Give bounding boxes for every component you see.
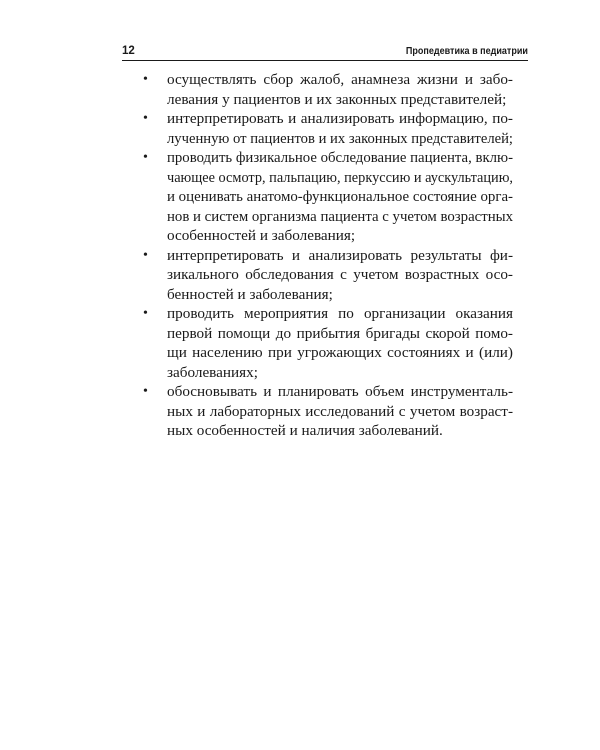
list-item-line: особенностей и заболевания; [167,227,356,244]
list-item-line: ных и лабораторных исследований с учетом возраст- [167,402,513,420]
list-item [142,304,513,382]
list-item [142,70,513,109]
list-item-line: нов и систем организма пациента с учетом возрастных [167,207,513,225]
page-body [142,70,513,441]
page-number: 12 [122,45,135,57]
list-item [142,246,513,305]
bullet-icon: • [143,111,148,126]
bullet-icon: • [143,247,148,263]
list-item [142,148,513,246]
page-header [122,44,528,60]
list-item-line: зикального обследования с учетом возрастных осо- [167,266,513,283]
bullet-icon: • [143,72,148,87]
bullet-icon: • [143,150,148,165]
list-item-line: заболеваниях; [167,363,258,381]
list-item-line: осуществлять сбор жалоб, анамнеза жизни и забо- [167,71,513,88]
bullet-icon: • [143,384,148,399]
list-item-line: левания у пациентов и их законных представителей; [167,90,507,108]
list-item-line: бенностей и заболевания; [167,285,333,303]
bullet-icon: • [143,306,148,321]
list-item-line: и оценивать анатомо-функциональное состояние орга- [167,188,513,205]
list-item [142,382,513,441]
list-item-line: лученную от пациентов и их законных представителей; [167,129,513,147]
list-item-line: первой помощи до прибытия бригады скорой помо- [167,324,513,342]
list-item-line: интерпретировать и анализировать результаты фи- [167,246,513,264]
header-rule [122,60,528,61]
list-item [142,109,513,148]
list-item-line: ных особенностей и наличия заболеваний. [167,422,443,439]
bullet-list [142,70,513,441]
running-title: Пропедевтика в педиатрии [405,45,528,57]
list-item-line: проводить мероприятия по организации оказания [167,305,513,322]
list-item-line: щи населению при угрожающих состояниях и (или) [167,344,513,361]
list-item-line: проводить физикальное обследование пациента, вклю- [167,149,513,166]
list-item-line: чающее осмотр, пальпацию, перкуссию и аускультацию, [167,168,513,186]
list-item-line: интерпретировать и анализировать информацию, по- [167,110,513,127]
list-item-line: обосновывать и планировать объем инструменталь- [167,383,513,400]
